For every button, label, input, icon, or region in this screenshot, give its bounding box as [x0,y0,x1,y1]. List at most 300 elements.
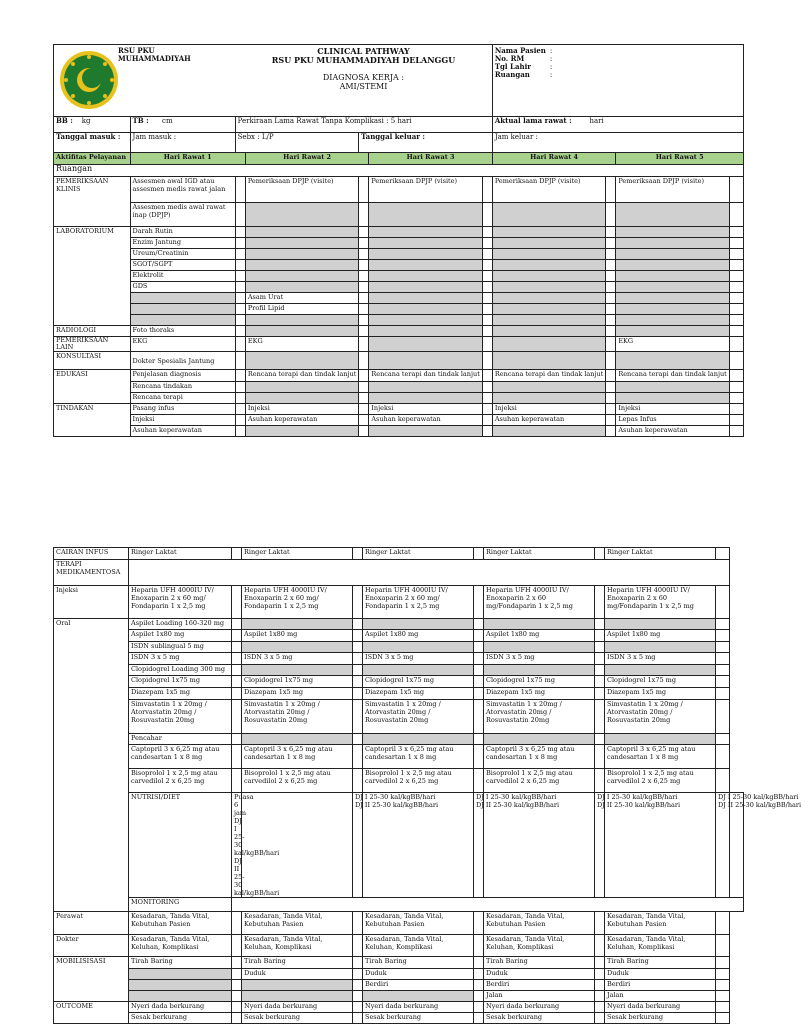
cell-text: Aspilet 1x80 mg [131,630,185,638]
cell-text: DJ I 25-30 kal/kgBB/hari [476,793,557,801]
cell-text: Penjelasan diagnosis [132,370,202,378]
cell-text: Tirah Baring [365,957,407,965]
cell [363,642,474,653]
patient-rm-label: No. RM [494,54,525,63]
section-label: MONITORING [131,898,180,906]
cell [605,1002,716,1013]
check [359,249,369,260]
cell [484,769,595,793]
check [729,370,743,382]
cell [129,935,232,957]
check [595,642,605,653]
hospital-name-cell [54,45,236,117]
cell [492,238,605,249]
check [353,912,363,935]
cell [492,249,605,260]
cell-text: DJ I 25-30 kal/kgBB/hari [597,793,678,801]
cell [616,382,729,393]
cell [369,238,482,249]
cell-text: Asam Urat [247,293,284,301]
check [595,991,605,1002]
check [232,969,242,980]
cell-text: Clopidogrel 1x75 mg [365,676,435,684]
cell-text: Tirah Baring [131,957,173,965]
check [729,404,743,415]
check [716,653,730,665]
cell [492,404,605,415]
section-label: LABORATORIUM [56,227,114,235]
cell [605,912,716,935]
check [716,969,730,980]
cell [616,282,729,293]
cell-text: Duduk [607,969,629,977]
section-label: TINDAKAN [56,404,94,412]
check [232,619,242,630]
day1-header-label: Hari Rawat 1 [163,153,212,161]
cell-text: Lepas Infus [618,415,657,423]
check [353,991,363,1002]
cell [492,293,605,304]
cell-text: ISDN 3 x 5 mg [131,653,180,661]
check [235,177,245,203]
day3-header-label: Hari Rawat 3 [406,153,455,161]
cell [129,653,232,665]
cell [245,415,358,426]
actual-los-cell [492,117,743,133]
cell [595,793,681,898]
check [482,177,492,203]
check [482,227,492,238]
cell [616,249,729,260]
cell [369,370,482,382]
check [595,653,605,665]
cell [616,352,729,370]
cell [484,991,595,1002]
cell [616,293,729,304]
check [235,315,245,326]
check [235,404,245,415]
check [474,642,484,653]
cell [130,260,235,271]
pathway-title: CLINICAL PATHWAY [317,46,410,56]
cell-text: Kesadaran, Tanda Vital, Keluhan, Komplikasi [486,935,565,951]
cell [605,642,716,653]
check [232,653,242,665]
cell-text: Rencana terapi dan tindak lanjut [618,370,727,378]
cell-text: Berdiri [607,980,631,988]
cell [363,991,474,1002]
day4-header-label: Hari Rawat 4 [530,153,578,161]
cell [616,260,729,271]
check [235,260,245,271]
cell-text: Sesak berkurang [486,1013,543,1021]
check [482,260,492,271]
cell [245,238,358,249]
cell [242,700,353,734]
check [595,734,605,745]
day5-header [616,153,744,165]
check [353,769,363,793]
check [729,415,743,426]
cell-text: Injeksi [371,404,394,412]
check [606,393,616,404]
check [606,238,616,249]
cell-text: Pemeriksaan DPJP (visite) [247,177,334,185]
cell-text: Ringer Laktat [131,548,177,556]
tb-cell [130,117,235,133]
cell-text: Asuhan keperawatan [371,415,441,423]
admit-time-cell [130,133,235,153]
check [353,1002,363,1013]
cell-text: Pencahar [131,734,162,742]
cell [484,619,595,630]
cell [242,745,353,769]
check [232,665,242,676]
check [474,1002,484,1013]
section-terapi [54,560,129,586]
patient-dob-label: Tgl Lahir [494,62,531,71]
cell [605,548,716,560]
check [353,676,363,688]
check [474,745,484,769]
cell [484,957,595,969]
check [606,415,616,426]
cell [245,227,358,238]
check [729,282,743,293]
cell-text: Clopidogrel 1x75 mg [607,676,677,684]
bb-label: BB : [56,116,73,125]
cell-text: Simvastatin 1 x 20mg / Atorvastatin 20mg / Rosuvastatin 20mg [486,700,562,724]
cell-text: Injeksi [618,404,641,412]
cell [363,769,474,793]
cell [484,642,595,653]
cell-text: Simvastatin 1 x 20mg / Atorvastatin 20mg / Rosuvastatin 20mg [365,700,441,724]
check [595,1013,605,1024]
cell [130,426,235,437]
cell [363,619,474,630]
cell [616,393,729,404]
check [359,260,369,271]
cell-text: Nyeri dada berkurang [607,1002,681,1010]
cell-text: SGOT/SGPT [132,260,173,268]
cell [363,548,474,560]
cell-text: Asuhan keperawatan [618,426,688,434]
cell-text: Asuhan keperawatan [132,426,202,434]
admit-date-cell [54,133,131,153]
check [474,676,484,688]
cell [492,326,605,337]
cell [484,665,595,676]
cell [369,315,482,326]
cell-text: EKG [247,337,263,345]
cell [484,586,595,619]
cell [492,260,605,271]
diagnosis-label: DIAGNOSA KERJA : [322,73,405,82]
cell [130,326,235,337]
cell [129,1002,232,1013]
cell-text: Kesadaran, Tanda Vital, Keluhan, Komplikasi [607,935,686,951]
tb-unit: cm [162,117,173,125]
cell [353,793,439,898]
check [232,935,242,957]
cell [616,315,729,326]
cell [484,980,595,991]
cell [363,665,474,676]
check [353,745,363,769]
cell [245,393,358,404]
cell [363,734,474,745]
cell [369,352,482,370]
check [482,293,492,304]
cell [363,1002,474,1013]
cell [129,991,232,1002]
ruangan-row [54,165,744,177]
section-tindakan [54,404,131,437]
activity-header [54,153,131,165]
check [716,745,730,769]
check [729,337,743,352]
check [482,203,492,227]
cell [245,370,358,382]
cell-text: Kesadaran, Tanda Vital, Keluhan, Komplikasi [365,935,444,951]
cell [484,653,595,665]
cell [242,665,353,676]
check [235,203,245,227]
cell [130,304,235,315]
check [595,957,605,969]
cell [484,1013,595,1024]
cell [129,630,232,642]
check [359,177,369,203]
cell [130,203,235,227]
cell [492,337,605,352]
check [606,249,616,260]
cell-text: Heparin UFH 4000IU IV/ Enoxaparin 2 x 60 mg/ Fondaparin 1 x 2,5 mg [365,586,448,610]
cell [616,271,729,282]
cell-text: DJ II 25-30 kal/kgBB/hari [234,857,280,897]
check [482,426,492,437]
check [474,980,484,991]
section-nutrisi [129,793,232,898]
check [595,619,605,630]
cell [129,548,232,560]
cell [363,700,474,734]
cell [616,304,729,315]
cell [484,700,595,734]
cell [245,203,358,227]
check [232,630,242,642]
cell-text: Diazepam 1x5 mg [244,688,304,696]
check [474,688,484,700]
cell [605,676,716,688]
check [606,304,616,315]
cell [492,426,605,437]
section-label: PEMERIKSAAN LAIN [56,336,109,351]
cell-text: Bisoprolol 1 x 2,5 mg atau carvedilol 2 x 6,25 mg [486,769,573,785]
cell-text: Pasang infus [132,404,175,412]
cell [605,586,716,619]
cell-text: Asuhan keperawatan [494,415,565,423]
check [716,642,730,653]
check [235,227,245,238]
cell [245,404,358,415]
check [359,304,369,315]
check [595,630,605,642]
cell-text: Simvastatin 1 x 20mg / Atorvastatin 20mg / Rosuvastatin 20mg [131,700,207,724]
check [606,352,616,370]
cell-text: ISDN 3 x 5 mg [607,653,656,661]
check [716,619,730,630]
cell [605,688,716,700]
check [474,912,484,935]
check [232,1002,242,1013]
cell-text: Nyeri dada berkurang [365,1002,439,1010]
cell-text: Foto thoraks [132,326,175,334]
cell [242,734,353,745]
cell [130,404,235,415]
cell [369,393,482,404]
cell [492,352,605,370]
cell [369,426,482,437]
section-outcome [54,1002,129,1024]
cell [616,370,729,382]
section-label: Perawat [56,912,83,920]
check [235,337,245,352]
cell [616,404,729,415]
check [606,404,616,415]
sex-label: Sebx : L/P [237,133,274,141]
check [716,734,730,745]
check [353,957,363,969]
cell [129,957,232,969]
check [606,293,616,304]
cell [242,969,353,980]
check [353,619,363,630]
cell-text: Nyeri dada berkurang [131,1002,205,1010]
check [232,957,242,969]
cell-text: GDS [132,282,148,290]
title-cell [235,45,492,117]
check [359,227,369,238]
cell [130,382,235,393]
admit-time-label: Jam masuk : [132,133,177,141]
cell [245,352,358,370]
cell [616,337,729,352]
check [482,352,492,370]
cell [363,688,474,700]
cell [245,249,358,260]
cell [369,415,482,426]
cell [129,734,232,745]
cell [242,991,353,1002]
cell [130,238,235,249]
check [232,642,242,653]
cell-text: Profil Lipid [247,304,285,312]
section-radiologi [54,326,131,337]
section-label: NUTRISI/DIET [131,793,181,801]
section-pemeriksaan-klinis [54,177,131,227]
section-label: OUTCOME [56,1002,93,1010]
check [474,1013,484,1024]
cell-text: Elektrolit [132,271,164,279]
check [606,177,616,203]
check [729,326,743,337]
cell [605,734,716,745]
check [235,326,245,337]
check [474,969,484,980]
check [595,700,605,734]
cell-text: Tirah Baring [244,957,286,965]
cell [492,415,605,426]
cell [369,203,482,227]
check [595,912,605,935]
check [474,700,484,734]
cell [232,898,744,912]
check [353,688,363,700]
cell-text: Diazepam 1x5 mg [486,688,546,696]
cell-text: Bisoprolol 1 x 2,5 mg atau carvedilol 2 x 6,25 mg [365,769,452,785]
check [474,586,484,619]
cell [242,688,353,700]
cell-text: Enzim Jantung [132,238,182,246]
check [482,238,492,249]
check [235,426,245,437]
cell [369,227,482,238]
cell-text: Clopidogrel 1x75 mg [131,676,201,684]
check [359,415,369,426]
cell [129,665,232,676]
check [482,282,492,293]
cell [484,745,595,769]
check [359,337,369,352]
check [235,415,245,426]
check [353,980,363,991]
section-label: Oral [56,619,71,627]
cell [130,271,235,282]
sex-cell [235,133,358,153]
cell-text: Ringer Laktat [365,548,411,556]
cell-text: Dokter Spesialis Jantung [132,356,215,365]
check [353,586,363,619]
check [232,734,242,745]
cell [129,912,232,935]
check [232,700,242,734]
cell [492,382,605,393]
cell [369,404,482,415]
cell [492,393,605,404]
cell-text: ISDN 3 x 5 mg [244,653,293,661]
check [235,382,245,393]
cell-text: Asuhan keperawatan [247,415,318,423]
cell [369,337,482,352]
check [235,304,245,315]
cell [242,676,353,688]
cell [492,282,605,293]
check [482,370,492,382]
ruangan-label: Ruangan [56,164,93,173]
check [606,326,616,337]
check [353,969,363,980]
check [606,337,616,352]
check [353,653,363,665]
cell [605,935,716,957]
cell-text: Berdiri [486,980,510,988]
check [595,745,605,769]
cell-text: DJ II 25-30 kal/kgBB/hari [476,801,560,809]
cell [369,304,482,315]
cell [363,935,474,957]
cell-text: Aspilet 1x80 mg [244,630,298,638]
